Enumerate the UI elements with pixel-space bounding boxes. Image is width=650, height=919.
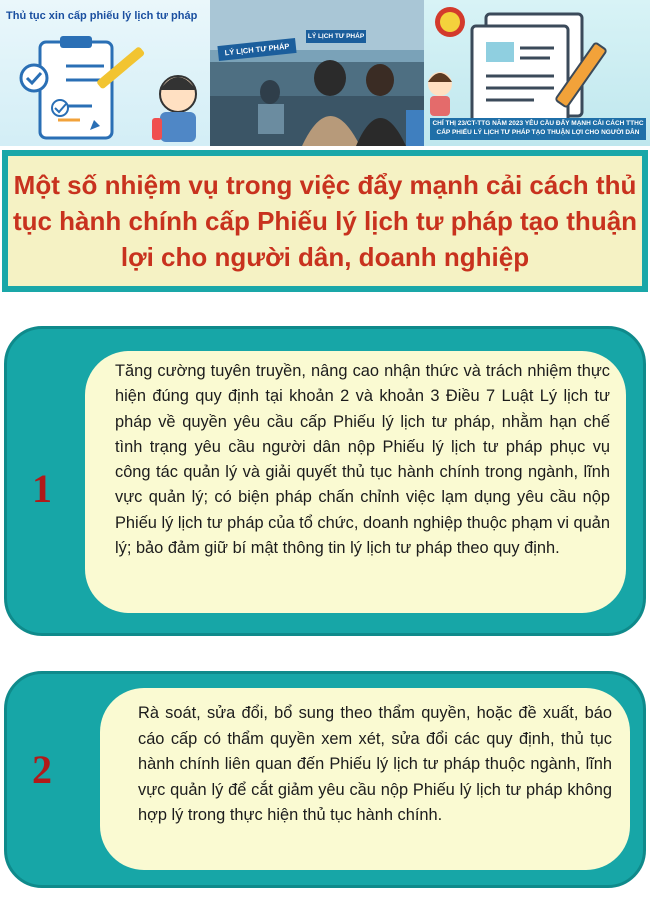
task-number-2: 2 (32, 747, 52, 792)
banner-panel-directive (424, 0, 650, 146)
banner-panel-office-photo (210, 0, 424, 146)
banner-left-title: Thủ tục xin cấp phiếu lý lịch tư pháp (6, 10, 198, 22)
page-title: Một số nhiệm vụ trong việc đẩy mạnh cải cách thủ tục hành chính cấp Phiếu lý lịch tư pháp tạo thuận lợi cho người dân, doanh nghiệp (12, 170, 638, 272)
banner-sign-criminal-record-2: LÝ LỊCH TƯ PHÁP (306, 30, 366, 43)
task-card-2 (4, 671, 646, 888)
header-banner (0, 0, 650, 146)
task-content-1 (85, 351, 626, 613)
task-card-1 (4, 326, 646, 636)
task-text-1: Tăng cường tuyên truyền, nâng cao nhận thức và trách nhiệm thực hiện đúng quy định tại khoản 2 và khoản 3 Điều 7 Luật Lý lịch tư pháp về quyền yêu cầu cấp Phiếu lý lịch tư pháp, nhằm hạn chế tình trạng yêu cầu người dân nộp Phiếu lý lịch tư pháp phục vụ công tác quản lý và giải quyết thủ tục hành chính trong ngành, lĩnh vực quản lý; có biện pháp chấn chỉnh việc lạm dụng yêu cầu nộp Phiếu lý lịch tư pháp của tổ chức, doanh nghiệp thuộc phạm vi quản lý; bảo đảm giữ bí mật thông tin lý lịch tư pháp theo quy định. (115, 362, 610, 558)
office-photo (210, 0, 424, 146)
banner-sign-criminal-record: LÝ LỊCH TƯ PHÁP (217, 38, 296, 61)
banner-panel-procedure (0, 0, 210, 146)
task-text-2: Rà soát, sửa đổi, bổ sung theo thẩm quyền, hoặc đề xuất, báo cáo cấp có thẩm quyền xem xét, sửa đổi các quy định, thủ tục hành chính liên quan đến Phiếu lý lịch tư pháp thuộc ngành, lĩnh vực quản lý để cắt giảm yêu cầu nộp Phiếu lý lịch tư pháp không hợp lý trong thực hiện thủ tục hành chính. (138, 704, 612, 825)
banner-directive-caption: CHỈ THỊ 23/CT-TTG NĂM 2023 YÊU CẦU ĐẨY MẠNH CẢI CÁCH TTHC CẤP PHIẾU LÝ LỊCH TƯ PHÁP TẠO THUẬN LỢI CHO NGƯỜI DÂN (430, 118, 646, 140)
task-content-2 (100, 688, 630, 870)
task-number-1: 1 (32, 466, 52, 511)
clipboard-illustration (0, 0, 210, 146)
title-box (2, 150, 648, 292)
